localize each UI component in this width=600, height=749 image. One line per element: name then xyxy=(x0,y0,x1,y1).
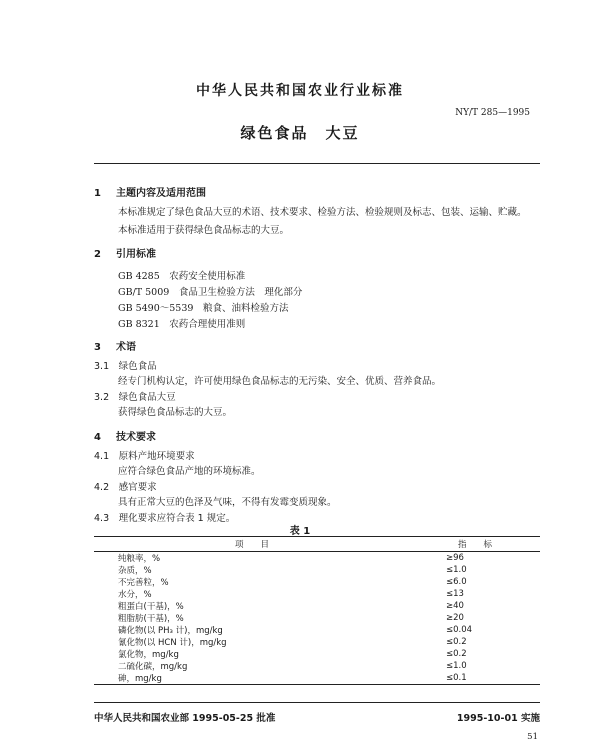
column-header-item: 项 目 xyxy=(94,537,410,552)
value-cell: ≤13 xyxy=(446,589,464,599)
column-header-spec: 指 标 xyxy=(410,537,540,552)
footer-divider xyxy=(94,702,540,703)
item-cell: 粗脂肪(干基)，% xyxy=(118,614,184,624)
item-cell: 氯化物，mg/kg xyxy=(118,650,179,660)
section-1-heading xyxy=(94,184,206,199)
subsection-4-2-text: 具有正常大豆的色泽及气味，不得有发霉变质现象。 xyxy=(118,497,337,508)
item-cell: 不完善粒，% xyxy=(118,578,169,588)
subsection-4-1-heading xyxy=(94,448,195,462)
item-cell: 砷，mg/kg xyxy=(94,672,410,685)
subsection-title: 感官要求 xyxy=(118,482,157,493)
section-title: 技术要求 xyxy=(116,432,156,443)
reference-name: 食品卫生检验方法 理化部分 xyxy=(178,287,303,298)
table-row xyxy=(94,552,540,565)
value-cell: ≤0.2 xyxy=(446,637,467,647)
reference-item xyxy=(118,284,302,298)
subsection-number: 4.3 xyxy=(94,513,110,524)
value-cell: ≤1.0 xyxy=(446,661,467,671)
table-row xyxy=(94,648,540,660)
value-cell: ≥20 xyxy=(446,613,464,623)
value-cell: ≤6.0 xyxy=(446,577,467,587)
table-row xyxy=(94,624,540,636)
section-title: 术语 xyxy=(116,342,136,353)
implementation-date: 1995-10-01 实施 xyxy=(456,713,540,724)
subsection-number: 3.2 xyxy=(94,392,110,403)
subsection-number: 4.1 xyxy=(94,451,110,462)
section-3-heading xyxy=(94,338,136,353)
value-cell: ≤1.0 xyxy=(446,565,467,575)
document-title: 绿色食品 大豆 xyxy=(240,124,360,142)
subsection-text: 理化要求应符合表 1 规定。 xyxy=(118,513,236,524)
subsection-3-1-text: 经专门机构认定，许可使用绿色食品标志的无污染、安全、优质、营养食品。 xyxy=(118,376,442,387)
value-cell: ≥96 xyxy=(446,553,464,563)
subsection-title: 原料产地环境要求 xyxy=(118,451,195,462)
table-row xyxy=(94,672,540,685)
subsection-number: 4.2 xyxy=(94,482,110,493)
value-cell: ≤0.1 xyxy=(410,672,540,685)
subsection-title: 绿色食品 xyxy=(118,361,157,372)
table-row xyxy=(94,576,540,588)
reference-code: GB 4285 xyxy=(118,271,160,282)
header-divider xyxy=(94,163,540,164)
section-1-paragraph-2: 本标准适用于获得绿色食品标志的大豆。 xyxy=(118,225,290,236)
section-number: 3 xyxy=(94,342,101,353)
reference-name: 粮食、油料检验方法 xyxy=(202,303,289,314)
section-number: 1 xyxy=(94,188,101,199)
reference-name: 农药合理使用准则 xyxy=(169,319,246,330)
item-cell: 粗蛋白(干基)，% xyxy=(118,602,184,612)
item-cell: 二硫化碳，mg/kg xyxy=(118,662,188,672)
table-row xyxy=(94,564,540,576)
reference-code: GB/T 5009 xyxy=(118,287,170,298)
section-title: 引用标准 xyxy=(116,249,156,260)
requirements-table xyxy=(94,536,540,685)
table-row xyxy=(94,600,540,612)
subsection-3-2-heading xyxy=(94,389,176,403)
item-cell: 氰化物(以 HCN 计)，mg/kg xyxy=(118,638,227,648)
section-title: 主题内容及适用范围 xyxy=(116,188,206,199)
value-cell: ≤0.04 xyxy=(446,625,473,635)
value-cell: ≥40 xyxy=(446,601,464,611)
subsection-number: 3.1 xyxy=(94,361,110,372)
item-cell: 水分，% xyxy=(118,590,152,600)
table-caption: 表 1 xyxy=(289,526,311,537)
table-row xyxy=(94,660,540,672)
section-2-heading xyxy=(94,245,156,260)
subsection-4-2-heading xyxy=(94,479,157,493)
reference-name: 农药安全使用标准 xyxy=(169,271,246,282)
section-1-paragraph-1: 本标准规定了绿色食品大豆的术语、技术要求、检验方法、检验规则及标志、包装、运输、贮藏。 xyxy=(118,207,527,218)
item-cell: 纯粮率，% xyxy=(118,554,161,564)
reference-item xyxy=(118,316,245,330)
section-number: 4 xyxy=(94,432,101,443)
page-number: 51 xyxy=(527,732,538,742)
subsection-4-1-text: 应符合绿色食品产地的环境标准。 xyxy=(118,466,261,477)
section-number: 2 xyxy=(94,249,101,260)
table-row xyxy=(94,588,540,600)
standard-type-heading: 中华人民共和国农业行业标准 xyxy=(196,83,404,99)
reference-item xyxy=(118,268,245,282)
subsection-title: 绿色食品大豆 xyxy=(118,392,176,403)
standard-code: NY/T 285—1995 xyxy=(455,108,530,118)
table-row xyxy=(94,636,540,648)
item-cell: 杂质，% xyxy=(118,566,152,576)
section-4-heading xyxy=(94,428,156,443)
reference-item xyxy=(118,300,288,314)
table-header-row xyxy=(94,537,540,552)
value-cell: ≤0.2 xyxy=(446,649,467,659)
table-row xyxy=(94,612,540,624)
approval-note: 中华人民共和国农业部 1995-05-25 批准 xyxy=(94,713,276,724)
item-cell: 磷化物(以 PH₃ 计)，mg/kg xyxy=(118,626,223,636)
reference-code: GB 5490～5539 xyxy=(118,303,194,314)
subsection-3-2-text: 获得绿色食品标志的大豆。 xyxy=(118,407,233,418)
subsection-3-1-heading xyxy=(94,358,157,372)
reference-code: GB 8321 xyxy=(118,319,160,330)
